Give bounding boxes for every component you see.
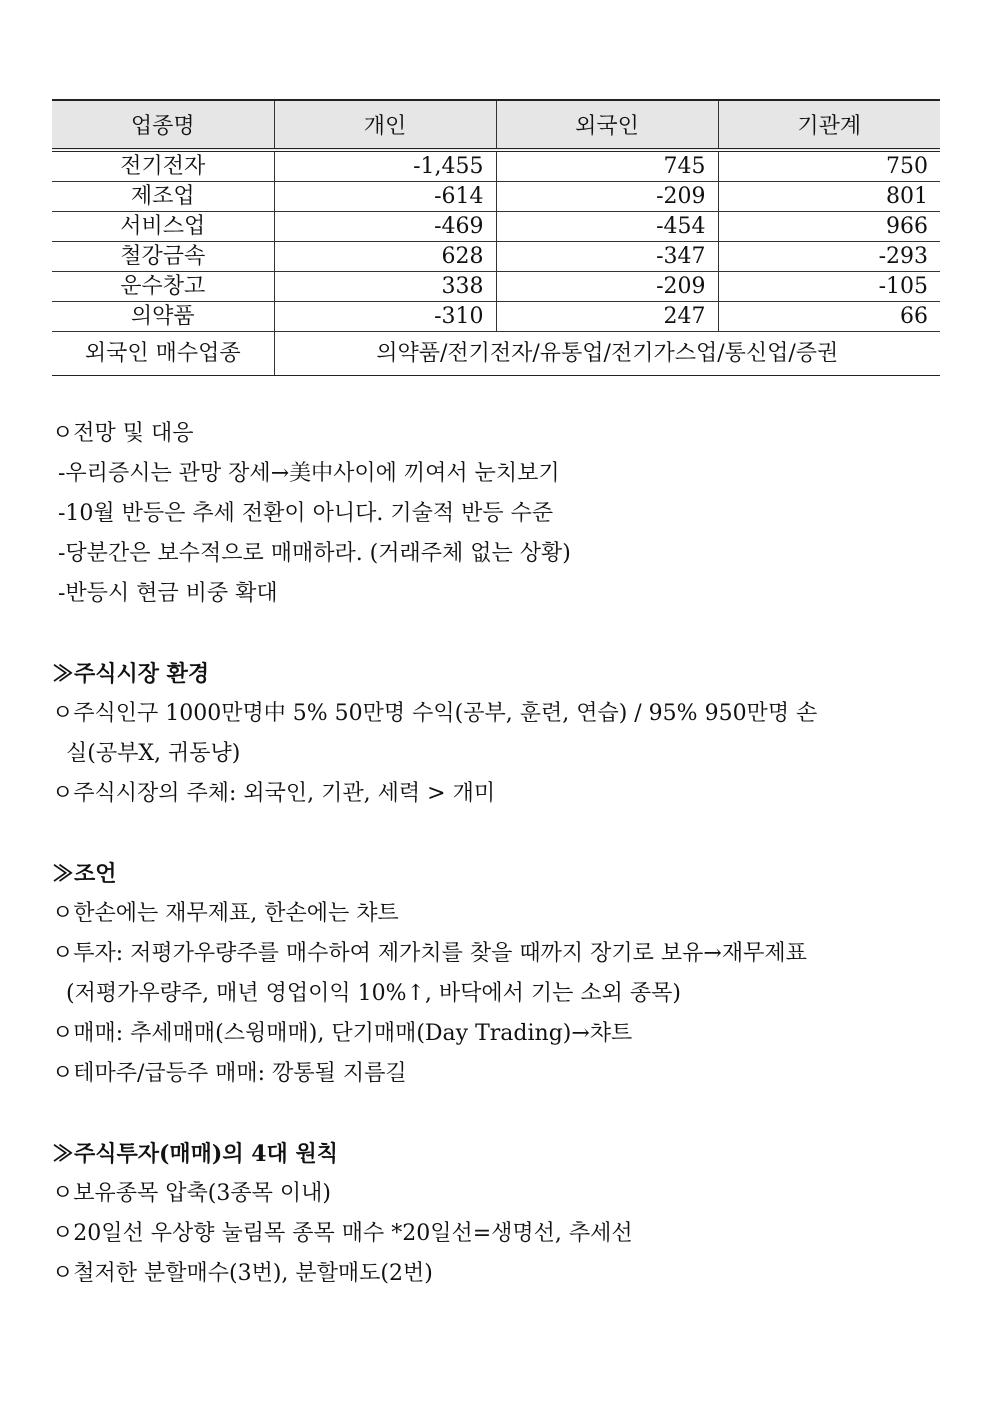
outlook-item: -당분간은 보수적으로 매매하라. (거래주체 없는 상황) — [58, 541, 571, 566]
cell-individual: 628 — [274, 242, 496, 272]
cell-institution: -105 — [718, 272, 940, 302]
header-sector: 업종명 — [52, 100, 274, 150]
list-item: ㅇ테마주/급등주 매매: 깡통될 지름길 — [52, 1061, 407, 1086]
cell-individual: -614 — [274, 182, 496, 212]
table-row — [52, 150, 940, 182]
outlook-item: -우리증시는 관망 장세→美中사이에 끼여서 눈치보기 — [58, 461, 560, 486]
list-item: ㅇ주식시장의 주체: 외국인, 기관, 세력 > 개미 — [52, 781, 496, 806]
outlook-item: -10월 반등은 추세 전환이 아니다. 기술적 반등 수준 — [58, 501, 554, 526]
cell-foreign: -347 — [496, 242, 718, 272]
cell-foreign: -209 — [496, 272, 718, 302]
section-heading: ≫주식시장 환경 — [52, 661, 210, 687]
market-environment-section — [52, 654, 952, 814]
cell-foreign: 745 — [496, 150, 718, 182]
outlook-section — [52, 414, 952, 614]
cell-sector: 서비스업 — [52, 212, 274, 242]
principles-section — [52, 1134, 952, 1294]
sector-table-container — [52, 99, 940, 376]
cell-foreign: 247 — [496, 302, 718, 332]
table-row — [52, 182, 940, 212]
table-header-row — [52, 100, 940, 150]
cell-individual: -469 — [274, 212, 496, 242]
list-item-continuation: 실(공부X, 귀동냥) — [66, 741, 241, 766]
list-item: ㅇ주식인구 1000만명中 5% 50만명 수익(공부, 훈련, 연습) / 95% 950만명 손 — [52, 701, 818, 726]
section-heading: ≫주식투자(매매)의 4대 원칙 — [52, 1141, 338, 1167]
cell-foreign: -454 — [496, 212, 718, 242]
header-individual: 개인 — [274, 100, 496, 150]
header-institution: 기관계 — [718, 100, 940, 150]
outlook-item: -반등시 현금 비중 확대 — [58, 581, 278, 606]
cell-individual: -1,455 — [274, 150, 496, 182]
cell-institution: -293 — [718, 242, 940, 272]
list-item-continuation: (저평가우량주, 매년 영업이익 10%↑, 바닥에서 기는 소외 종목) — [66, 981, 681, 1006]
summary-label: 외국인 매수업종 — [52, 332, 274, 376]
table-row — [52, 302, 940, 332]
table-row — [52, 242, 940, 272]
sector-trading-table — [52, 99, 940, 376]
list-item: ㅇ20일선 우상향 눌림목 종목 매수 *20일선=생명선, 추세선 — [52, 1221, 633, 1246]
summary-value: 의약품/전기전자/유통업/전기가스업/통신업/증권 — [274, 332, 940, 376]
cell-sector: 제조업 — [52, 182, 274, 212]
list-item: ㅇ보유종목 압축(3종목 이내) — [52, 1181, 331, 1206]
list-item: ㅇ투자: 저평가우량주를 매수하여 제가치를 찾을 때까지 장기로 보유→재무제표 — [52, 941, 807, 966]
document-body — [52, 414, 952, 1294]
section-heading: ≫조언 — [52, 861, 117, 887]
cell-foreign: -209 — [496, 182, 718, 212]
foreign-buying-sectors-row — [52, 332, 940, 376]
list-item: ㅇ철저한 분할매수(3번), 분할매도(2번) — [52, 1261, 433, 1286]
table-row — [52, 272, 940, 302]
cell-sector: 운수창고 — [52, 272, 274, 302]
table-row — [52, 212, 940, 242]
cell-institution: 801 — [718, 182, 940, 212]
cell-sector: 철강금속 — [52, 242, 274, 272]
cell-sector: 의약품 — [52, 302, 274, 332]
header-foreign: 외국인 — [496, 100, 718, 150]
list-item: ㅇ한손에는 재무제표, 한손에는 챠트 — [52, 901, 399, 926]
outlook-title: ㅇ전망 및 대응 — [52, 421, 194, 446]
cell-individual: -310 — [274, 302, 496, 332]
cell-sector: 전기전자 — [52, 150, 274, 182]
cell-institution: 966 — [718, 212, 940, 242]
cell-institution: 66 — [718, 302, 940, 332]
cell-individual: 338 — [274, 272, 496, 302]
advice-section — [52, 854, 952, 1094]
cell-institution: 750 — [718, 150, 940, 182]
list-item: ㅇ매매: 추세매매(스윙매매), 단기매매(Day Trading)→챠트 — [52, 1021, 633, 1046]
spacer — [52, 814, 952, 854]
spacer — [52, 1094, 952, 1134]
spacer — [52, 614, 952, 654]
